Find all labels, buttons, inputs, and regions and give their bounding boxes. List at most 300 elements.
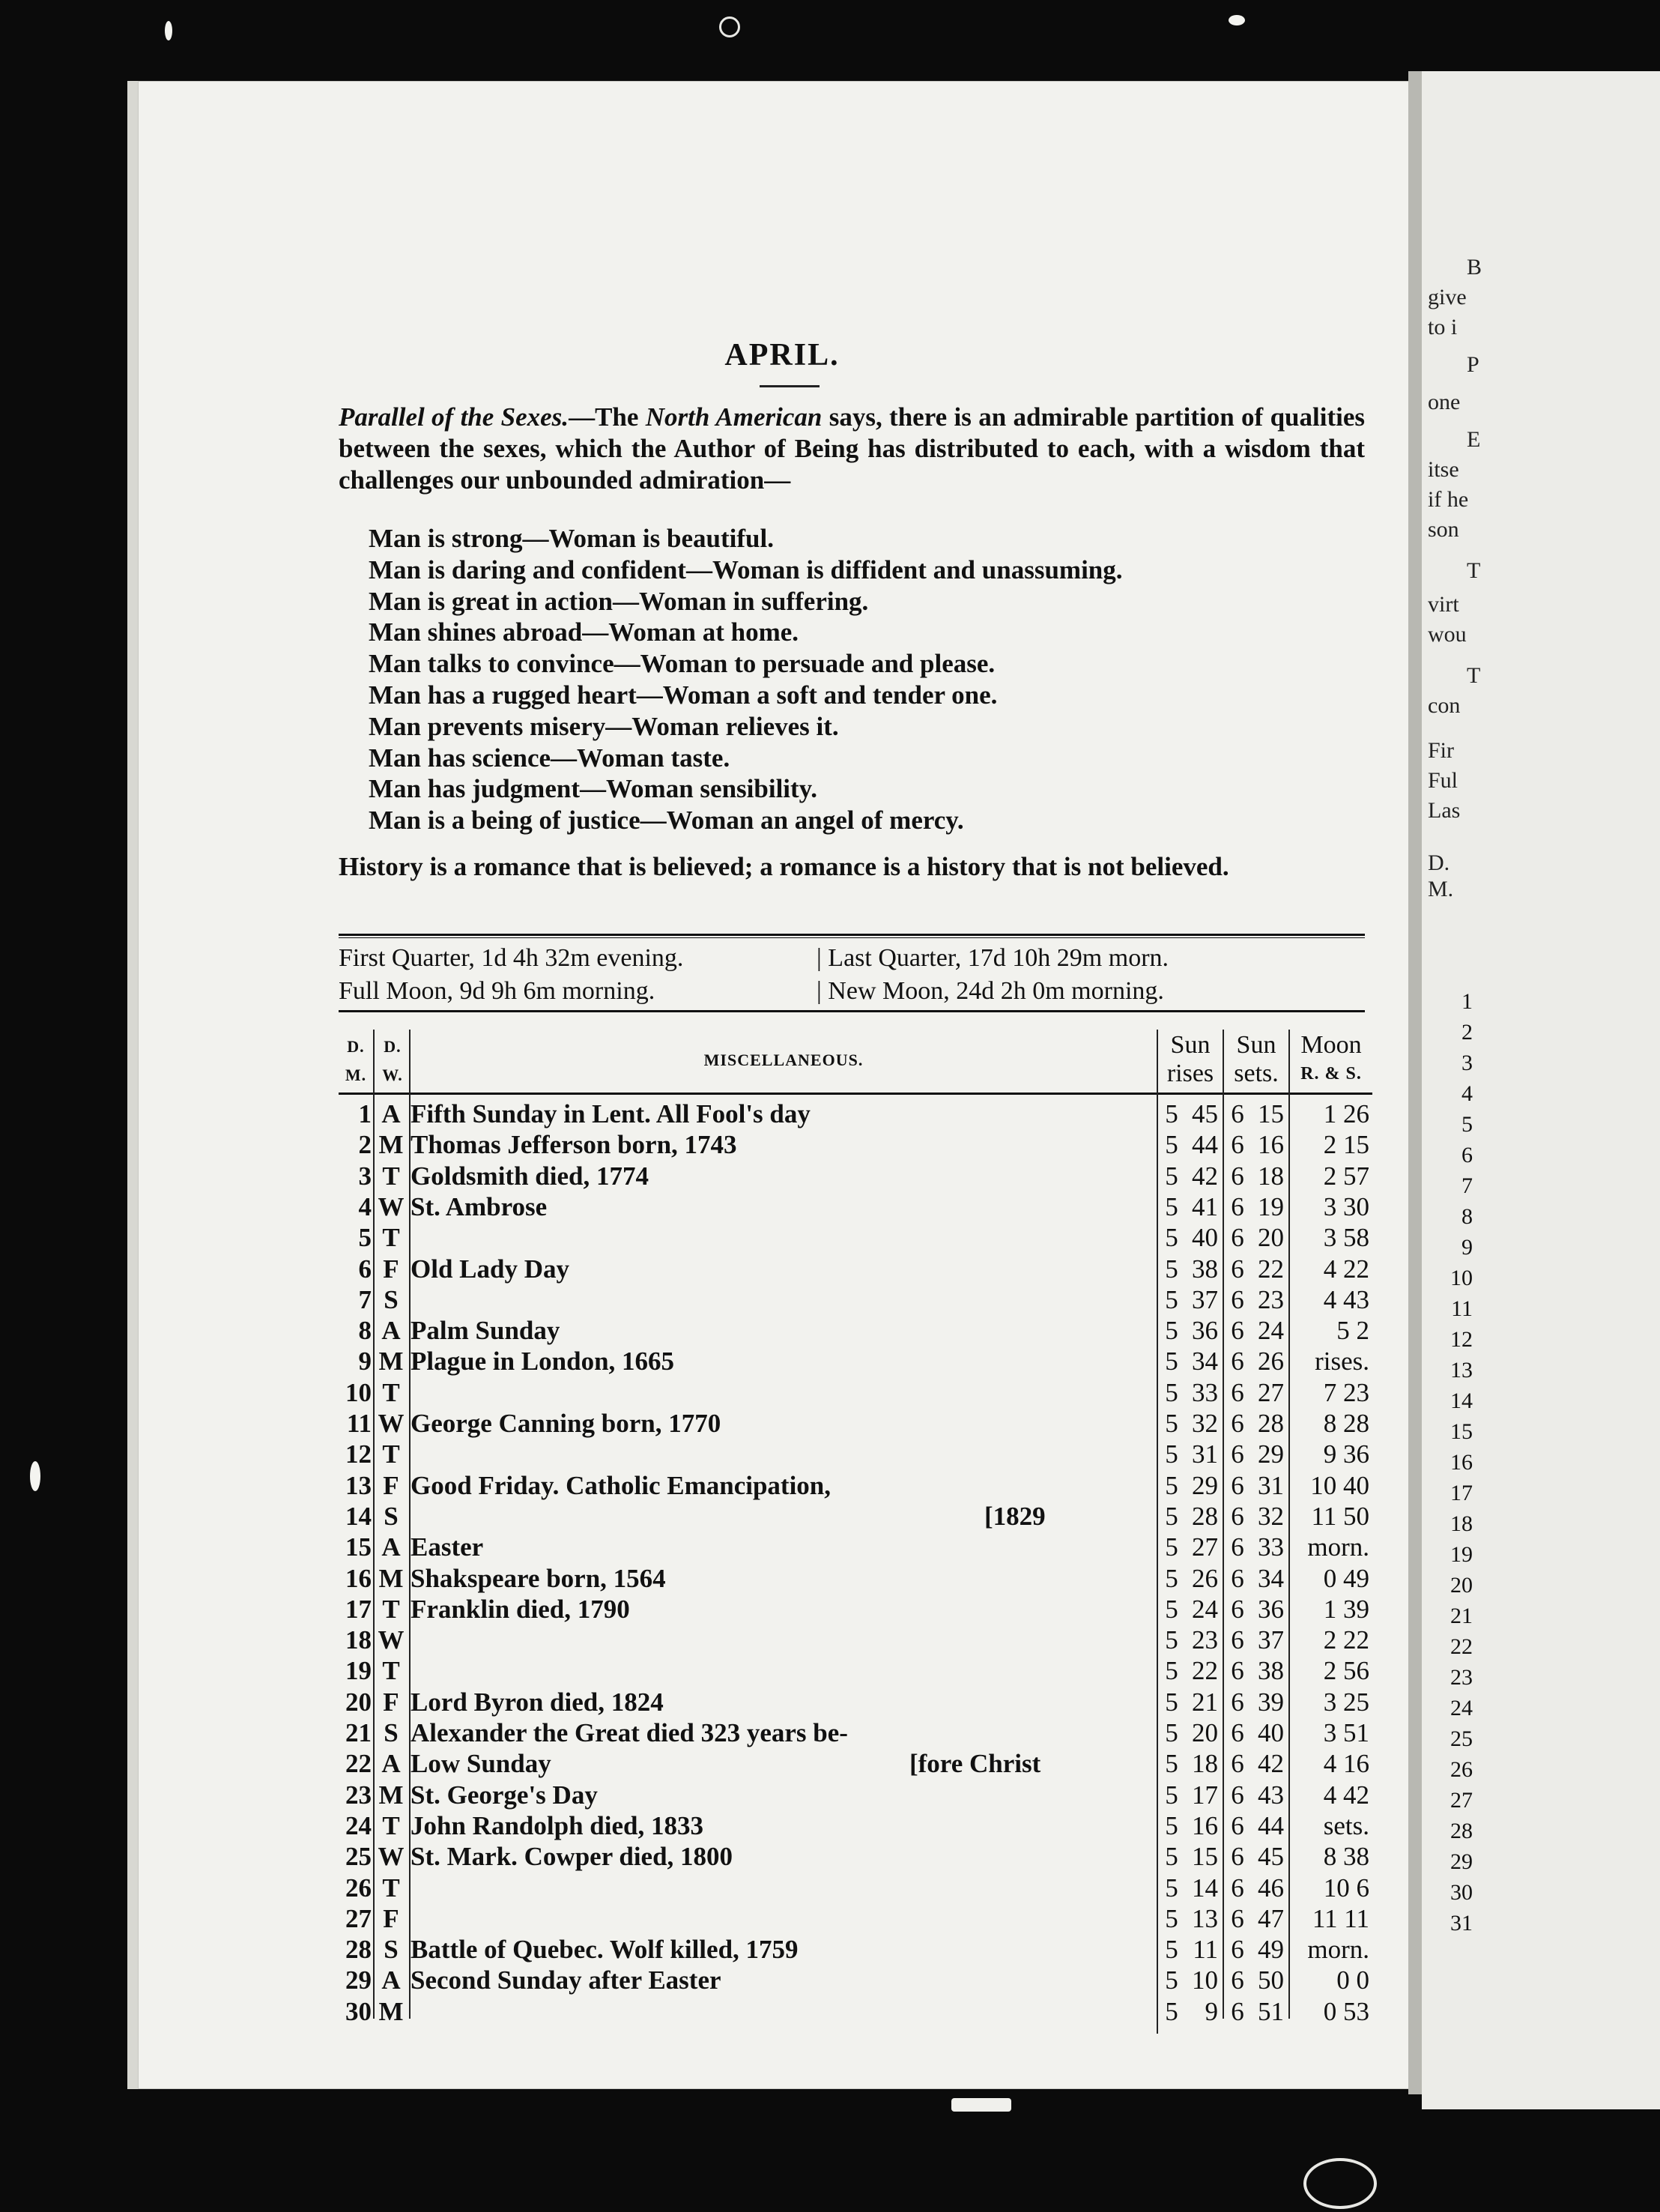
table-row: [339, 1594, 1372, 1625]
miscellaneous-note: Palm Sunday: [411, 1316, 560, 1346]
facing-day-number: 28: [1450, 1819, 1473, 1843]
header-dw: D. W.: [382, 1037, 403, 1084]
day-of-week: W: [378, 1625, 405, 1655]
miscellaneous-note: Easter: [411, 1532, 484, 1562]
moon-rise-set: 11 11: [1312, 1903, 1369, 1933]
book-gutter: [1408, 71, 1422, 2094]
table-row: [339, 1377, 1372, 1408]
sunrise-minute: 23: [1192, 1625, 1218, 1655]
day-of-month: 28: [345, 1935, 372, 1965]
day-of-month: 15: [345, 1532, 372, 1562]
sunrise-hour: 5: [1165, 1996, 1178, 2026]
sunset-hour: 6: [1231, 1749, 1244, 1779]
moon-rise-set: 3 25: [1323, 1687, 1369, 1717]
sunrise-hour: 5: [1165, 1842, 1178, 1872]
sunrise-minute: 9: [1205, 1996, 1218, 2026]
day-of-month: 19: [345, 1656, 372, 1686]
table-row: [339, 1191, 1372, 1222]
sunrise-minute: 20: [1192, 1718, 1218, 1747]
facing-day-number: 31: [1450, 1911, 1473, 1936]
facing-page-edge: [1422, 71, 1660, 2109]
facing-day-number: 8: [1461, 1204, 1473, 1229]
sunset-hour: 6: [1231, 1625, 1244, 1655]
sunset-minute: 29: [1258, 1439, 1284, 1469]
sunset-minute: 28: [1258, 1409, 1284, 1438]
facing-text-fragment: virt: [1428, 592, 1459, 617]
table-row: [339, 1161, 1372, 1191]
sunset-hour: 6: [1231, 1223, 1244, 1253]
day-of-week: T: [382, 1873, 400, 1903]
sunrise-hour: 5: [1165, 1316, 1178, 1346]
sunrise-hour: 5: [1165, 1965, 1178, 1995]
day-of-week: M: [378, 1347, 404, 1377]
sunset-minute: 34: [1258, 1563, 1284, 1593]
table-row: [339, 1501, 1372, 1532]
facing-text-fragment: give: [1428, 285, 1467, 309]
facing-text-fragment: T: [1467, 558, 1481, 583]
sunset-minute: 31: [1258, 1470, 1284, 1500]
parallel-line: Man is great in action—Woman in suffering.: [369, 586, 869, 616]
day-of-month: 30: [345, 1996, 372, 2026]
day-of-month: 21: [345, 1718, 372, 1747]
facing-text-fragment: wou: [1428, 622, 1467, 647]
day-of-week: T: [382, 1810, 400, 1840]
day-of-week: A: [381, 1316, 401, 1346]
day-of-week: A: [381, 1749, 401, 1779]
header-miscellaneous: MISCELLANEOUS.: [703, 1051, 864, 1069]
day-of-week: T: [382, 1594, 400, 1624]
table-row: [339, 1655, 1372, 1686]
sunrise-minute: 26: [1192, 1563, 1218, 1593]
facing-day-number: 17: [1450, 1481, 1473, 1505]
facing-day-number: 19: [1450, 1542, 1473, 1567]
miscellaneous-note: St. Mark. Cowper died, 1800: [411, 1842, 733, 1872]
header-dm: D. M.: [345, 1037, 367, 1084]
moon-rise-set: 2 56: [1323, 1656, 1369, 1686]
sunrise-hour: 5: [1165, 1749, 1178, 1779]
day-of-month: 17: [345, 1594, 372, 1624]
day-of-month: 29: [345, 1965, 372, 1995]
sunset-minute: 46: [1258, 1873, 1284, 1903]
sunrise-minute: 11: [1193, 1935, 1218, 1965]
day-of-month: 23: [345, 1780, 372, 1810]
table-row: [339, 1470, 1372, 1501]
day-of-month: 2: [358, 1130, 372, 1160]
miscellaneous-note: St. George's Day: [411, 1780, 598, 1810]
sunset-hour: 6: [1231, 1099, 1244, 1128]
moon-rise-set: 9 36: [1323, 1439, 1369, 1469]
parallel-line: Man has science—Woman taste.: [369, 743, 730, 773]
scan-speck: [1229, 15, 1245, 25]
facing-day-number: 10: [1450, 1266, 1473, 1290]
sunset-hour: 6: [1231, 1409, 1244, 1438]
sunrise-hour: 5: [1165, 1470, 1178, 1500]
facing-text-fragment: con: [1428, 693, 1461, 718]
sunrise-hour: 5: [1165, 1347, 1178, 1377]
moon-rise-set: 7 23: [1323, 1377, 1369, 1407]
sunset-minute: 42: [1258, 1749, 1284, 1779]
sunrise-minute: 38: [1192, 1254, 1218, 1284]
day-of-week: W: [378, 1191, 405, 1221]
facing-day-number: 24: [1450, 1696, 1473, 1720]
facing-day-number: 21: [1450, 1604, 1473, 1628]
facing-day-number: 2: [1461, 1020, 1473, 1045]
sunrise-minute: 16: [1192, 1810, 1218, 1840]
sunset-hour: 6: [1231, 1254, 1244, 1284]
header-sun-rises: Sun rises: [1166, 1031, 1214, 1087]
day-of-month: 8: [358, 1316, 372, 1346]
day-of-month: 11: [346, 1409, 372, 1438]
day-of-week: T: [382, 1377, 400, 1407]
moon-rise-set: 10 40: [1310, 1470, 1369, 1500]
moon-rise-set: 0 53: [1323, 1996, 1369, 2026]
sunrise-minute: 41: [1192, 1191, 1218, 1221]
day-of-week: M: [378, 1780, 404, 1810]
sunrise-minute: 22: [1192, 1656, 1218, 1686]
table-row: [339, 1315, 1372, 1346]
facing-day-number: 22: [1450, 1634, 1473, 1659]
facing-day-number: 12: [1450, 1327, 1473, 1352]
sunrise-hour: 5: [1165, 1594, 1178, 1624]
sunrise-hour: 5: [1165, 1718, 1178, 1747]
sunrise-hour: 5: [1165, 1284, 1178, 1314]
table-row: [339, 1099, 1372, 1129]
moon-rise-set: 11 50: [1311, 1501, 1369, 1531]
facing-text-fragment: if he: [1428, 487, 1469, 512]
day-of-week: T: [382, 1439, 400, 1469]
moon-rise-set: 0 49: [1323, 1563, 1369, 1593]
facing-text-fragment: B: [1467, 255, 1482, 279]
day-of-month: 9: [358, 1347, 372, 1377]
miscellaneous-note: Second Sunday after Easter: [411, 1965, 721, 1995]
page-title: APRIL.: [724, 338, 840, 372]
day-of-week: M: [378, 1130, 404, 1160]
day-of-month: 24: [345, 1810, 372, 1840]
facing-text-fragment: itse: [1428, 457, 1459, 482]
facing-day-number: 23: [1450, 1665, 1473, 1690]
sunset-minute: 19: [1258, 1191, 1284, 1221]
sunrise-minute: 33: [1192, 1377, 1218, 1407]
sunrise-minute: 45: [1192, 1099, 1218, 1128]
facing-text-fragment: Ful: [1428, 768, 1458, 793]
table-row: [339, 1841, 1372, 1872]
sunset-hour: 6: [1231, 1594, 1244, 1624]
moon-rise-set: 3 30: [1323, 1191, 1369, 1221]
facing-day-number: 25: [1450, 1726, 1473, 1751]
day-of-week: W: [378, 1409, 405, 1438]
sunset-hour: 6: [1231, 1780, 1244, 1810]
day-of-week: S: [384, 1501, 399, 1531]
sunrise-minute: 24: [1192, 1594, 1218, 1624]
sunset-minute: 23: [1258, 1284, 1284, 1314]
miscellaneous-note: Fifth Sunday in Lent. All Fool's day: [411, 1099, 811, 1128]
sunrise-minute: 32: [1192, 1409, 1218, 1438]
day-of-week: F: [383, 1470, 399, 1500]
moon-rise-set: 3 58: [1323, 1223, 1369, 1253]
table-row: [339, 1748, 1372, 1779]
sunset-minute: 22: [1258, 1254, 1284, 1284]
day-of-month: 16: [345, 1563, 372, 1593]
moon-rise-set: morn.: [1307, 1532, 1369, 1562]
sunset-hour: 6: [1231, 1563, 1244, 1593]
sunrise-minute: 18: [1192, 1749, 1218, 1779]
facing-text-fragment: son: [1428, 517, 1459, 542]
sunset-hour: 6: [1231, 1935, 1244, 1965]
parallel-line: Man shines abroad—Woman at home.: [369, 617, 799, 647]
sunset-hour: 6: [1231, 1161, 1244, 1191]
day-of-month: 4: [358, 1191, 372, 1221]
sunset-minute: 40: [1258, 1718, 1284, 1747]
sunset-hour: 6: [1231, 1656, 1244, 1686]
sunrise-minute: 29: [1192, 1470, 1218, 1500]
sunrise-hour: 5: [1165, 1810, 1178, 1840]
moon-rise-set: 1 26: [1323, 1099, 1369, 1128]
table-row: [339, 1780, 1372, 1810]
section-rule-top-thin: [339, 937, 1365, 938]
miscellaneous-note: Low Sunday: [411, 1749, 551, 1779]
sunrise-minute: 42: [1192, 1161, 1218, 1191]
table-row: [339, 1254, 1372, 1284]
sunset-hour: 6: [1231, 1439, 1244, 1469]
day-of-week: F: [383, 1254, 399, 1284]
sunset-hour: 6: [1231, 1316, 1244, 1346]
sunset-minute: 24: [1258, 1316, 1284, 1346]
table-row: [339, 1903, 1372, 1934]
day-of-week: S: [384, 1718, 399, 1747]
sunrise-hour: 5: [1165, 1377, 1178, 1407]
day-of-month: 27: [345, 1903, 372, 1933]
day-of-week: S: [384, 1284, 399, 1314]
scan-speck: [165, 21, 172, 40]
day-of-week: A: [381, 1965, 401, 1995]
sunset-hour: 6: [1231, 1470, 1244, 1500]
parallel-line: Man talks to convince—Woman to persuade and please.: [369, 649, 996, 679]
intro-lead: Parallel of the Sexes.: [339, 402, 569, 432]
facing-day-number: 6: [1461, 1143, 1473, 1167]
parallel-line: Man has judgment—Woman sensibility.: [369, 774, 817, 804]
moon-rise-set: 2 57: [1323, 1161, 1369, 1191]
facing-text-fragment: one: [1428, 390, 1461, 414]
facing-day-number: 5: [1461, 1112, 1473, 1137]
table-row: [339, 1563, 1372, 1594]
sunset-minute: 37: [1258, 1625, 1284, 1655]
sunrise-minute: 37: [1192, 1284, 1218, 1314]
sunset-hour: 6: [1231, 1501, 1244, 1531]
day-of-month: 13: [345, 1470, 372, 1500]
table-row: [339, 1934, 1372, 1965]
table-row: [339, 1346, 1372, 1377]
miscellaneous-note: George Canning born, 1770: [411, 1409, 721, 1438]
miscellaneous-note: Plague in London, 1665: [411, 1347, 675, 1377]
moon-rise-set: 2 15: [1323, 1130, 1369, 1160]
day-of-month: 12: [345, 1439, 372, 1469]
sunrise-hour: 5: [1165, 1439, 1178, 1469]
sunset-minute: 33: [1258, 1532, 1284, 1562]
moon-rise-set: morn.: [1307, 1935, 1369, 1965]
last-quarter: | Last Quarter, 17d 10h 29m morn.: [817, 944, 1169, 972]
moon-rise-set: 4 43: [1323, 1284, 1369, 1314]
table-row: [339, 1810, 1372, 1841]
day-of-week: W: [378, 1842, 405, 1872]
miscellaneous-note: Old Lady Day: [411, 1254, 569, 1284]
sunset-minute: 15: [1258, 1099, 1284, 1128]
moon-rise-set: 8 28: [1323, 1409, 1369, 1438]
sunrise-hour: 5: [1165, 1563, 1178, 1593]
parallel-line: Man has a rugged heart—Woman a soft and tender one.: [369, 680, 998, 710]
sunset-hour: 6: [1231, 1810, 1244, 1840]
moon-rise-set: 0 0: [1336, 1965, 1369, 1995]
sunset-hour: 6: [1231, 1687, 1244, 1717]
sunset-hour: 6: [1231, 1532, 1244, 1562]
table-row: [339, 1222, 1372, 1253]
sunrise-hour: 5: [1165, 1532, 1178, 1562]
parallel-line: Man is daring and confident—Woman is diffident and unassuming.: [369, 554, 1123, 584]
intro-paragraph: [339, 402, 1365, 496]
table-row: [339, 1717, 1372, 1748]
sunset-hour: 6: [1231, 1377, 1244, 1407]
sunrise-hour: 5: [1165, 1873, 1178, 1903]
full-moon: Full Moon, 9d 9h 6m morning.: [339, 977, 655, 1005]
section-rule-top: [339, 934, 1365, 936]
sunrise-minute: 44: [1192, 1130, 1218, 1160]
sunrise-hour: 5: [1165, 1254, 1178, 1284]
first-quarter: First Quarter, 1d 4h 32m evening.: [339, 944, 684, 972]
sunset-minute: 49: [1258, 1935, 1284, 1965]
parallel-line: Man is a being of justice—Woman an angel of mercy.: [369, 806, 964, 835]
scan-speck: [719, 16, 740, 37]
moon-rise-set: sets.: [1323, 1810, 1369, 1840]
miscellaneous-note: Lord Byron died, 1824: [411, 1687, 664, 1717]
sunset-minute: 38: [1258, 1656, 1284, 1686]
sunset-hour: 6: [1231, 1347, 1244, 1377]
almanac-page: [127, 81, 1426, 2089]
facing-day-number: 16: [1450, 1450, 1473, 1475]
day-of-month: 6: [358, 1254, 372, 1284]
facing-text-fragment: Fir: [1428, 738, 1455, 763]
sunrise-minute: 10: [1192, 1965, 1218, 1995]
sunrise-hour: 5: [1165, 1687, 1178, 1717]
sunset-minute: 36: [1258, 1594, 1284, 1624]
sunset-minute: 51: [1258, 1996, 1284, 2026]
sunset-hour: 6: [1231, 1903, 1244, 1933]
header-moon: Moon R. & S.: [1300, 1031, 1362, 1084]
sunrise-hour: 5: [1165, 1903, 1178, 1933]
facing-text-fragment: T: [1467, 663, 1481, 688]
sunset-minute: 43: [1258, 1780, 1284, 1810]
sunrise-minute: 14: [1192, 1873, 1218, 1903]
moon-rise-set: 4 16: [1323, 1749, 1369, 1779]
sunrise-minute: 15: [1192, 1842, 1218, 1872]
sunrise-minute: 34: [1192, 1347, 1218, 1377]
intro-rest: says, there is an admirable partition of qualities between the sexes, which the Author of Being has distributed to each, with a wisdom that challenges our unbounded admiration—: [339, 402, 1365, 495]
sunset-hour: 6: [1231, 1718, 1244, 1747]
moon-rise-set: 3 51: [1323, 1718, 1369, 1747]
sunset-minute: 39: [1258, 1687, 1284, 1717]
sunset-minute: 26: [1258, 1347, 1284, 1377]
day-of-week: M: [378, 1563, 404, 1593]
sunset-hour: 6: [1231, 1130, 1244, 1160]
facing-day-number: 26: [1450, 1757, 1473, 1782]
facing-day-number: 3: [1461, 1051, 1473, 1075]
day-of-month: 14: [345, 1501, 372, 1531]
sunrise-hour: 5: [1165, 1656, 1178, 1686]
sunset-minute: 27: [1258, 1377, 1284, 1407]
day-of-month: 18: [345, 1625, 372, 1655]
continuation-note: [fore Christ: [909, 1749, 1041, 1779]
miscellaneous-note: Alexander the Great died 323 years be-: [411, 1718, 848, 1747]
parallels-list: [369, 523, 1372, 836]
sunrise-minute: 31: [1192, 1439, 1218, 1469]
facing-day-number: 11: [1451, 1296, 1473, 1321]
sunset-minute: 44: [1258, 1810, 1284, 1840]
sunrise-minute: 17: [1192, 1780, 1218, 1810]
moon-rise-set: 4 22: [1323, 1254, 1369, 1284]
facing-day-number: 9: [1461, 1235, 1473, 1260]
sunset-minute: 32: [1258, 1501, 1284, 1531]
facing-day-number: 4: [1461, 1081, 1473, 1106]
facing-day-number: 30: [1450, 1880, 1473, 1905]
miscellaneous-note: Thomas Jefferson born, 1743: [411, 1130, 737, 1160]
table-row: [339, 1965, 1372, 1995]
miscellaneous-note: St. Ambrose: [411, 1191, 548, 1221]
facing-day-number: 20: [1450, 1573, 1473, 1598]
table-row: [339, 1625, 1372, 1655]
sunset-minute: 45: [1258, 1842, 1284, 1872]
day-of-month: 5: [358, 1223, 372, 1253]
header-sun-sets: Sun sets.: [1234, 1031, 1279, 1087]
sunrise-hour: 5: [1165, 1161, 1178, 1191]
day-of-month: 10: [345, 1377, 372, 1407]
miscellaneous-note: Battle of Quebec. Wolf killed, 1759: [411, 1935, 799, 1965]
table-row: [339, 1532, 1372, 1562]
facing-day-number: 13: [1450, 1358, 1473, 1382]
day-of-month: 25: [345, 1842, 372, 1872]
day-of-week: S: [384, 1935, 399, 1965]
day-of-month: 20: [345, 1687, 372, 1717]
miscellaneous-note: Goldsmith died, 1774: [411, 1161, 649, 1191]
facing-text-fragment: P: [1467, 352, 1479, 377]
facing-day-number: 14: [1450, 1388, 1473, 1413]
sunset-hour: 6: [1231, 1191, 1244, 1221]
day-of-week: F: [383, 1903, 399, 1933]
table-header-rule: [339, 1093, 1372, 1095]
miscellaneous-note: Franklin died, 1790: [411, 1594, 630, 1624]
facing-text-fragment: E: [1467, 427, 1481, 452]
table-row: [339, 1129, 1372, 1160]
sunset-minute: 20: [1258, 1223, 1284, 1253]
sunrise-hour: 5: [1165, 1625, 1178, 1655]
sunset-hour: 6: [1231, 1965, 1244, 1995]
table-row: [339, 1873, 1372, 1903]
day-of-week: M: [378, 1996, 404, 2026]
moon-rise-set: 5 2: [1336, 1316, 1369, 1346]
day-of-month: 26: [345, 1873, 372, 1903]
day-of-week: F: [383, 1687, 399, 1717]
day-of-week: A: [381, 1099, 401, 1128]
sunrise-minute: 13: [1192, 1903, 1218, 1933]
day-of-week: A: [381, 1532, 401, 1562]
table-row: [339, 1687, 1372, 1717]
miscellaneous-note: Shakspeare born, 1564: [411, 1563, 666, 1593]
facing-text-fragment: Las: [1428, 798, 1461, 823]
day-of-month: 7: [358, 1284, 372, 1314]
table-row: [339, 1439, 1372, 1469]
facing-text-fragment: M.: [1428, 877, 1454, 901]
day-of-week: T: [382, 1223, 400, 1253]
sunrise-minute: 21: [1192, 1687, 1218, 1717]
parallel-line: Man is strong—Woman is beautiful.: [369, 524, 774, 553]
new-moon: | New Moon, 24d 2h 0m morning.: [817, 977, 1164, 1005]
